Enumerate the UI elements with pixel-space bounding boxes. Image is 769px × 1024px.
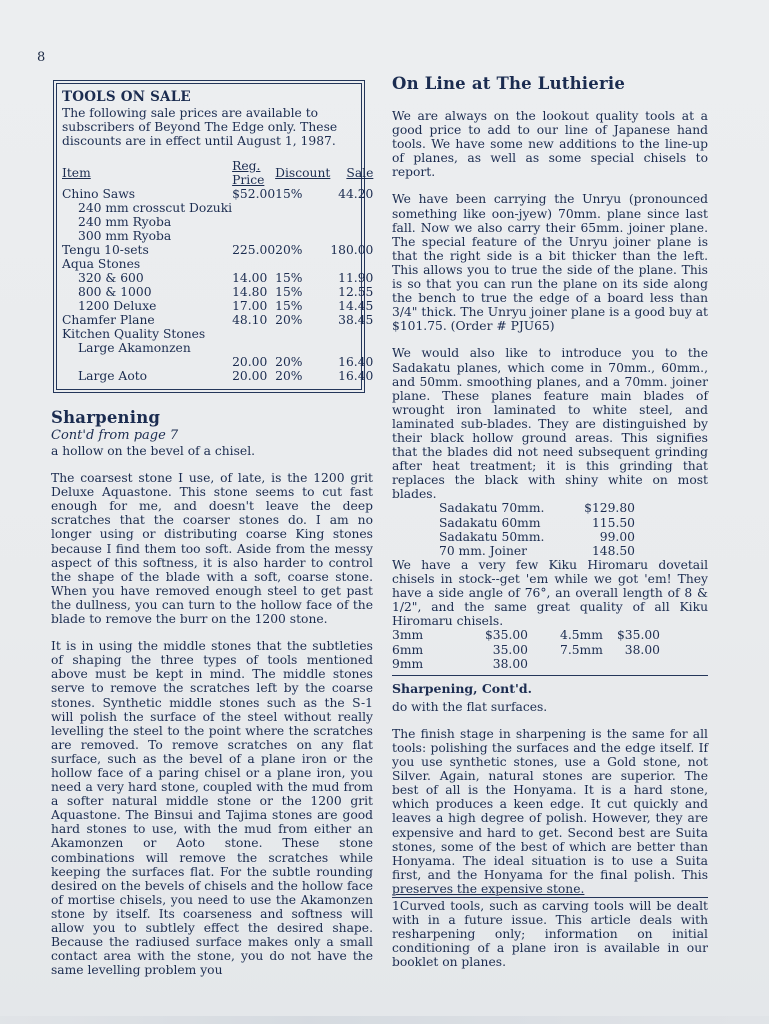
cell-price: 14.00 (232, 271, 268, 285)
cell-item (62, 355, 232, 369)
cell-item: Aqua Stones (62, 257, 141, 271)
cell-discount: 20% (275, 355, 303, 369)
cell-item: 1200 Deluxe (78, 299, 157, 313)
cell-sale: 38.45 (338, 313, 374, 327)
luthierie-paragraph: We have a very few Kiku Hiromaru dovetail chisels in stock--get 'em while we got 'em! They have a side angle of 76°, an overall length of 8 & 1/2", and the same great quality of all Kiku Hiromaru chisels. (392, 557, 708, 629)
cell-sale: 12.55 (338, 285, 374, 299)
cell-item: 800 & 1000 (78, 285, 152, 299)
cell-discount (275, 201, 330, 215)
cell-price (232, 229, 275, 243)
cell-sale: 11.90 (338, 271, 374, 285)
cell-discount: 15% (275, 299, 303, 313)
sharpening-contd-paragraph: do with the flat surfaces. (392, 699, 548, 714)
cell-sale: 16.40 (338, 355, 374, 369)
table-row (62, 243, 373, 257)
sharpening-contd-paragraph (392, 727, 708, 896)
cell-price (232, 327, 275, 341)
cell-discount: 20% (275, 243, 303, 257)
plane-name: Sadakatu 50mm. (439, 529, 545, 544)
cell-sale: 44.20 (338, 187, 374, 201)
table-row (62, 313, 373, 327)
footnote: 1Curved tools, such as carving tools will be dealt with in a future issue. This article deals with resharpening only; information on initial conditioning of a plane iron is available in our booklet on planes. (392, 899, 708, 970)
tools-on-sale-intro: The following sale prices are available to subscribers of Beyond The Edge only. These discounts are in effect until August 1, 1987. (62, 106, 338, 148)
cell-sale: 14.45 (338, 299, 374, 313)
cell-sale (330, 215, 373, 229)
cell-discount: 15% (275, 285, 303, 299)
cell-price (232, 341, 275, 355)
luthierie-paragraph: We are always on the lookout quality tools at a good price to add to our line of Japanese hand tools. We have some new additions to the line-up of planes, as well as some special chisels to report. (392, 109, 708, 180)
cell-discount: 20% (275, 313, 303, 327)
cell-price: 14.80 (232, 285, 268, 299)
sharpening-paragraph: The coarsest stone I use, of late, is the 1200 grit Deluxe Aquastone. This stone seems to cut fast enough for me, and doesn't leave the deep scratches that the coarser stones do. I am no longer using or distributing coarse King stones because I find them too soft. Aside from the messy aspect of this softness, it is also harder to control the shape of the blade with a soft, coarse stone. When you have removed enough steel to get past the dullness, you can turn to the hollow face of the blade to remove the burr on the 1200 stone. (51, 471, 373, 627)
cell-item: 320 & 600 (78, 271, 144, 285)
chisel-size: 4.5mm (560, 628, 603, 643)
table-row (62, 285, 373, 299)
cell-discount (275, 341, 330, 355)
list-item (439, 501, 708, 515)
chisel-price: $35.00 (484, 628, 528, 643)
list-item (439, 530, 708, 544)
cell-item: Large Aoto (78, 369, 148, 383)
cell-sale (330, 341, 373, 355)
cell-discount (275, 257, 330, 271)
plane-name: Sadakatu 70mm. (439, 501, 545, 516)
sharpening-continued-note: Cont'd from page 7 (51, 428, 179, 443)
header-discount: Discount (275, 166, 331, 180)
chisel-price (600, 657, 660, 672)
header-sale: Sale (346, 166, 374, 180)
chisel-price: 38.00 (492, 657, 528, 672)
plane-price: 115.50 (591, 515, 635, 530)
cell-item: Chamfer Plane (62, 313, 155, 327)
cell-sale (330, 229, 373, 243)
list-item (439, 544, 708, 558)
cell-discount (275, 327, 330, 341)
luthierie-paragraph: We have been carrying the Unryu (pronounced something like oon-jyew) 70mm. plane since last fall. Now we also carry their 65mm. joiner plane. The special feature of the Unryu joiner plane is that the right side is a bit thicker than the left. This allows you to true the side of the plane. This is so that you can run the plane on its side along the bench to true the edge of a board less than 3/4" thick. The Unryu joiner plane is a good buy at $101.75. (Order # PJU65) (392, 192, 708, 334)
sharpening-contd-heading: Sharpening, Cont'd. (392, 680, 532, 696)
sadakatu-price-list (439, 501, 708, 557)
cell-price: $52.00 (232, 187, 276, 201)
sharpening-paragraph: It is in using the middle stones that the subtleties of shaping the three types of tools mentioned above must be kept in mind. The middle stones serve to remove the scratches left by the coarse stones. Synthetic middle stones such as the S-1 will polish the surface of the steel without really levelling the steel to the point where the scratches are removed. To remove scratches on any flat surface, such as the bevel of a plane iron or the hollow face of a paring chisel or a plane iron, you need a very hard stone, coupled with the mud from a softer natural middle stone or the 1200 grit Aquastone. The Binsui and Tajima stones are good hard stones to use, with the mud from either an Akamonzen or Aoto stone. These stone combinations will remove the scratches while keeping the surfaces flat. For the subtle rounding desired on the bevels of chisels and the hollow face of mortise chisels, you need to use the Akamonzen stone by itself. Its coarseness and softness will allow you to subtlely effect the desired shape. Because the radiused surface makes only a small contact area with the stone, you do not have the same levelling problem you (51, 639, 373, 978)
cell-discount (275, 229, 330, 243)
chisel-size (528, 657, 600, 672)
plane-price: 148.50 (591, 543, 635, 558)
cell-price: 17.00 (232, 299, 268, 313)
table-row (62, 187, 373, 201)
kiku-chisel-price-grid (392, 628, 708, 672)
cell-price: 20.00 (232, 355, 268, 369)
tools-on-sale-box (53, 80, 374, 393)
chisel-price: 35.00 (492, 642, 528, 657)
cell-sale (330, 327, 373, 341)
plane-price: $129.80 (584, 501, 635, 516)
chisel-size: 3mm (392, 628, 424, 643)
cell-item: Chino Saws (62, 187, 136, 201)
cell-item: 240 mm crosscut Dozuki (78, 201, 233, 215)
chisel-price: $35.00 (616, 628, 660, 643)
table-row (62, 369, 373, 383)
list-item (439, 516, 708, 530)
table-row (62, 299, 373, 313)
cell-sale (330, 257, 373, 271)
cell-item: 240 mm Ryoba (78, 215, 172, 229)
table-row (62, 257, 373, 271)
left-column (51, 80, 373, 977)
plane-name: 70 mm. Joiner (439, 543, 528, 558)
cell-price (232, 201, 275, 215)
cell-discount (275, 215, 330, 229)
table-row (62, 215, 373, 229)
table-row (62, 355, 373, 369)
cell-item: 300 mm Ryoba (78, 229, 172, 243)
tools-on-sale-title: TOOLS ON SALE (62, 89, 191, 105)
cell-discount: 15% (275, 271, 303, 285)
cell-price: 225.00 (232, 243, 276, 257)
cell-sale: 180.00 (330, 243, 374, 257)
luthierie-heading: On Line at The Luthierie (392, 74, 626, 93)
cell-item: Large Akamonzen (78, 341, 191, 355)
cell-sale: 16.40 (338, 369, 374, 383)
chisel-price: 38.00 (624, 642, 660, 657)
table-row (62, 341, 373, 355)
plane-price: 99.00 (599, 529, 635, 544)
cell-price: 20.00 (232, 369, 268, 383)
table-row (62, 327, 373, 341)
cell-price (232, 215, 275, 229)
chisel-size: 7.5mm (560, 642, 603, 657)
sharpening-heading: Sharpening (51, 408, 161, 427)
cell-discount: 20% (275, 369, 303, 383)
luthierie-paragraph: We would also like to introduce you to the Sadakatu planes, which come in 70mm., 60mm., and 50mm. smoothing planes, and a 70mm. joiner plane. These planes feature main blades of wrought iron laminated to white steel, and laminated sub-blades. They are distinguished by their black hollow ground areas. This signifies that the blades did not need subsequent grinding after heat treatment; it is this grinding that replaces the black with shiny white on most blades. (392, 346, 708, 502)
chisel-size: 6mm (392, 642, 424, 657)
cell-price (232, 257, 275, 271)
chisel-size: 9mm (392, 657, 424, 672)
right-column (392, 74, 708, 969)
cell-item: Kitchen Quality Stones (62, 327, 206, 341)
page-edge (0, 1016, 769, 1024)
cell-item: Tengu 10-sets (62, 243, 149, 257)
underlined-text: preserves the expensive stone. (392, 881, 585, 896)
sale-price-table (62, 159, 373, 383)
bleed-through-text (55, 40, 63, 66)
cell-discount: 15% (275, 187, 303, 201)
section-divider (392, 675, 708, 676)
table-row (62, 229, 373, 243)
page-number: 8 (37, 50, 46, 65)
table-row (62, 271, 373, 285)
cell-price: 48.10 (232, 313, 268, 327)
sharpening-paragraph: a hollow on the bevel of a chisel. (51, 444, 256, 458)
paragraph-text: The finish stage in sharpening is the same for all tools: polishing the surfaces and the edge itself. If you use synthetic stones, use a Gold stone, not Silver. Again, natural stones are superior. The best of all is the Honyama. It is a hard stone, which produces a keen edge. It cut quickly and leaves a high degree of polish. However, they are expensive and hard to get. Second best are Suita stones, some of the best of which are better than Honyama. The ideal situation is to use a Suita first, and the Honyama for the final polish. This (392, 726, 708, 882)
plane-name: Sadakatu 60mm (439, 515, 541, 530)
header-item: Item (62, 166, 91, 180)
cell-sale (330, 201, 373, 215)
header-reg-price: Reg. Price (232, 159, 265, 187)
table-row (62, 201, 373, 215)
